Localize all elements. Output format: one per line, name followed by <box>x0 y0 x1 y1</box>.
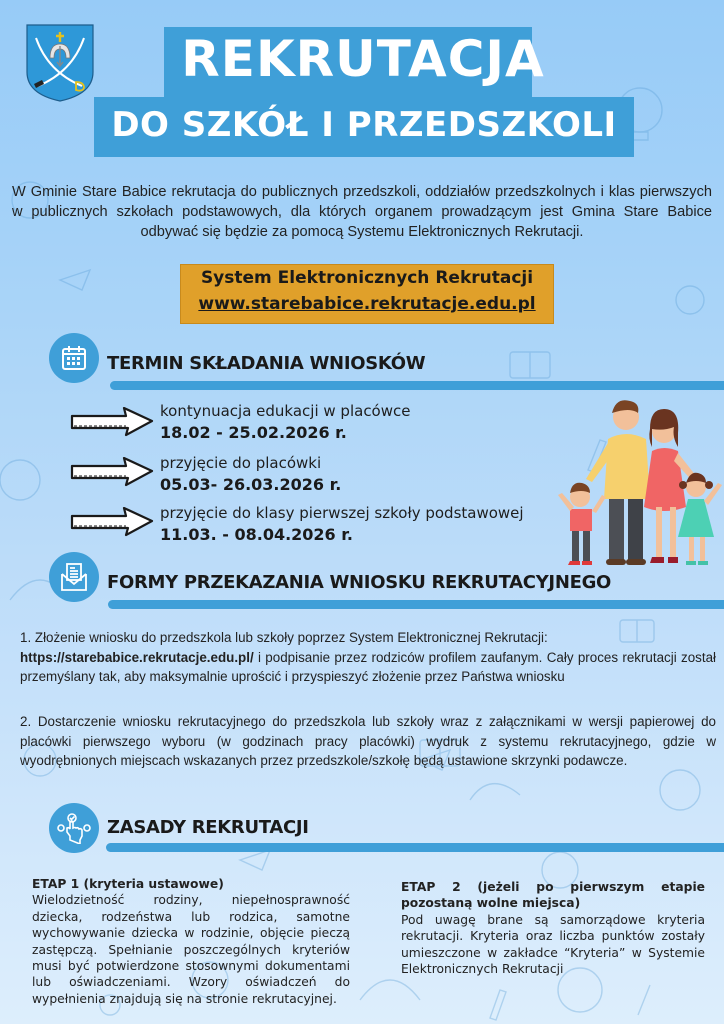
arrow-icon <box>70 457 154 487</box>
formy-paragraph-1 <box>20 628 716 687</box>
zasady-divider <box>106 843 724 852</box>
zasady-heading: ZASADY REKRUTACJI <box>107 817 309 838</box>
termin-item-dates: 05.03- 26.03.2026 r. <box>160 475 342 494</box>
stare-babice-coat-of-arms <box>26 24 94 102</box>
formy-p1-rest: i podpisanie przez rodziców profilem zaufanym. Cały proces rekrutacji został przemyślany tak, aby maksymalnie uprościć i przyspieszyć złożenie przez Państwa wniosku <box>20 649 716 684</box>
formy-paragraph-2: 2. Dostarczenie wniosku rekrutacyjnego do przedszkola lub szkoły wraz z załącznikami w wersji papierowej do placówki pierwszego wyboru (w godzinach pracy placówki) wydruk z systemu rekrutacyjnego, gdzie w wyodrębnionych miejscach wskazanych przez przedszkole/szkołę będą ustawione skrzynki podawcze. <box>20 714 716 768</box>
termin-item-dates: 11.03. - 08.04.2026 r. <box>160 525 353 544</box>
hand-pointer-check-icon <box>49 803 99 853</box>
formy-p1-lead: 1. Złożenie wniosku do przedszkola lub szkoły poprzez System Elektronicznej Rekrutacji: <box>20 630 548 645</box>
termin-item-label: przyjęcie do placówki <box>160 454 322 472</box>
etap-2-block <box>401 879 705 977</box>
termin-divider <box>110 381 724 390</box>
formy-heading: FORMY PRZEKAZANIA WNIOSKU REKRUTACYJNEGO <box>107 572 612 593</box>
etap-2-title: ETAP 2 (jeżeli po pierwszym etapie pozostaną wolne miejsca) <box>401 880 705 911</box>
envelope-letter-icon <box>49 552 99 602</box>
system-title: System Elektronicznych Rekrutacji <box>200 268 534 288</box>
etap-1-title: ETAP 1 (kryteria ustawowe) <box>32 877 224 891</box>
intro-paragraph: W Gminie Stare Babice rekrutacja do publicznych przedszkoli, oddziałów przedszkolnych i klas pierwszych w publicznych szkołach podstawowych, dla których organem prowadzącym jest Gmina Stare Babice odbywać się będzie za pomocą Systemu Elektronicznych Rekrutacji. <box>12 184 712 240</box>
termin-item-label: kontynuacja edukacji w placówce <box>160 402 411 420</box>
family-illustration <box>556 395 724 575</box>
etap-1-text: Wielodzietność rodziny, niepełnosprawność dziecka, rodzeństwa lub rodzica, samotne wychowywanie dziecka w rodzinie, objęcie pieczą zastępczą. Spełnianie poszczególnych kryteriów musi być potwierdzone stosownymi dokumentami lub oświadczeniami. Wzory oświadczeń do wypełnienia znajdują się na stronie rekrutacyjnej. <box>32 893 350 1006</box>
termin-heading: TERMIN SKŁADANIA WNIOSKÓW <box>107 353 426 374</box>
termin-item-label: przyjęcie do klasy pierwszej szkoły podstawowej <box>160 504 524 522</box>
calendar-icon <box>49 333 99 383</box>
arrow-icon <box>70 407 154 437</box>
arrow-icon <box>70 507 154 537</box>
system-link[interactable]: www.starebabice.rekrutacje.edu.pl <box>198 294 536 314</box>
etap-2-text: Pod uwagę brane są samorządowe kryteria rekrutacji. Kryteria oraz liczba punktów zostały umieszczone w zakładce “Kryteria” w Systemie Elektronicznych Rekrutacji <box>401 912 705 977</box>
page-title: REKRUTACJA <box>181 30 545 88</box>
termin-item-dates: 18.02 - 25.02.2026 r. <box>160 423 347 442</box>
page-subtitle: DO SZKÓŁ I PRZEDSZKOLI <box>111 105 617 145</box>
formy-divider <box>108 600 724 609</box>
etap-1-block <box>32 876 350 1007</box>
formy-p1-link[interactable]: https://starebabice.rekrutacje.edu.pl/ <box>20 649 254 665</box>
